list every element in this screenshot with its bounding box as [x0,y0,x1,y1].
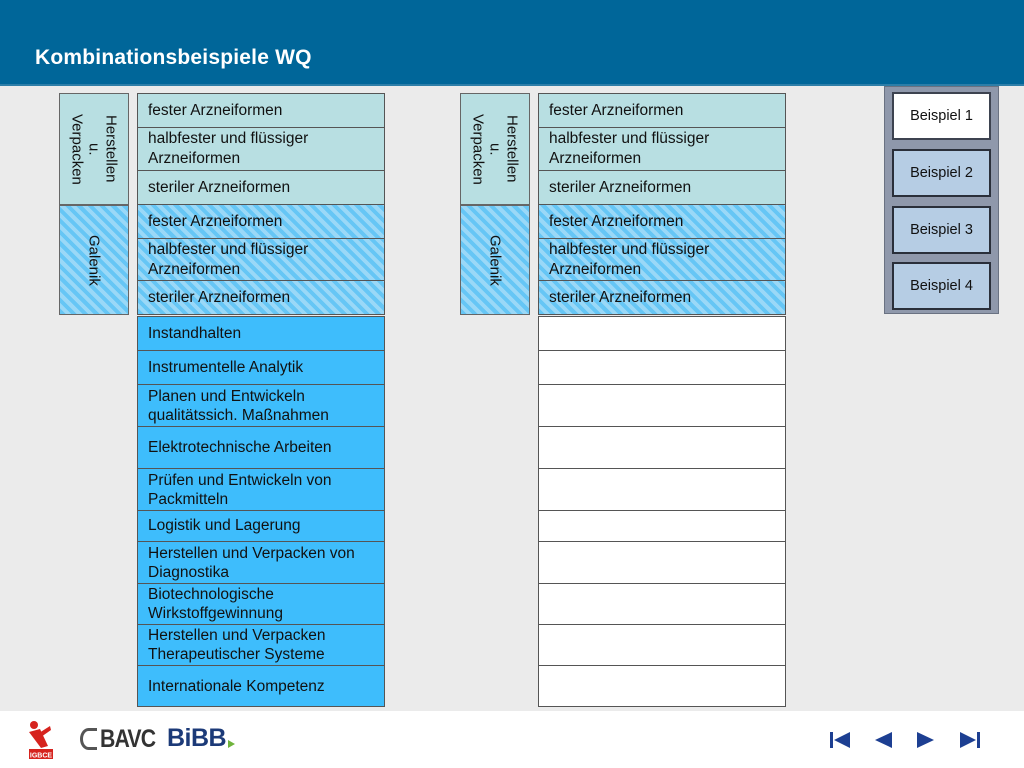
button-label: Beispiel 4 [910,278,973,294]
dgb-logo [26,720,56,760]
example-button-panel [884,86,999,314]
list-item-qualification [137,541,385,584]
list-item-herstellen [538,127,786,171]
list-item-qualification [137,583,385,625]
empty-slot [538,426,786,469]
list-item-herstellen [137,93,385,128]
last-slide-icon[interactable] [956,729,982,751]
empty-slot [538,350,786,385]
cell-text: steriler Arzneiformen [549,288,692,306]
empty-slot [538,583,786,625]
right-column [538,93,786,707]
cell-text: Biotechnologische Wirkstoffgewinnung [148,586,283,622]
cell-text: steriler Arzneiformen [148,288,291,306]
list-item-galenik [137,238,385,281]
list-item-qualification [137,426,385,469]
group-label-galenik-text: Galenik [85,234,103,286]
bibb-logo [167,724,235,753]
group-label-herstellen-text: Herstellen u. Verpacken [68,113,120,185]
bavc-mark-icon [80,728,97,750]
first-slide-icon[interactable] [828,729,854,751]
example-4-button[interactable] [892,262,991,310]
cell-text: Logistik und Lagerung [148,517,301,534]
group-label-galenik-left [59,205,129,315]
cell-text: Herstellen und Verpacken von Diagnostika [148,544,355,581]
example-2-button[interactable] [892,149,991,197]
cell-text: Prüfen und Entwickeln von Packmitteln [148,471,332,508]
list-item-qualification [137,384,385,427]
list-item-herstellen [137,170,385,205]
cell-text: Planen und Entwickeln qualitätssich. Maßnahmen [148,387,329,424]
cell-text: steriler Arzneiformen [549,178,692,196]
list-item-herstellen [538,170,786,205]
list-item-herstellen [538,93,786,128]
cell-text: fester Arzneiformen [148,212,283,230]
empty-slot [538,541,786,584]
bibb-arrow-icon [228,740,235,748]
list-item-qualification [137,468,385,511]
example-3-button[interactable] [892,206,991,254]
list-item-galenik [538,238,786,281]
group-label-galenik-right [460,205,530,315]
page-title: Kombinationsbeispiele WQ [35,46,312,69]
list-item-galenik [137,280,385,315]
cell-text: halbfester und flüssiger Arzneiformen [148,240,309,278]
empty-slot [538,468,786,511]
cell-text: Instandhalten [148,324,242,342]
cell-text: fester Arzneiformen [549,101,684,119]
cell-text: Instrumentelle Analytik [148,358,304,376]
button-label: Beispiel 3 [910,222,973,238]
cell-text: steriler Arzneiformen [148,178,291,196]
list-item-qualification [137,624,385,666]
empty-slot [538,624,786,666]
cell-text: Herstellen und Verpacken Therapeutischer Systeme [148,627,326,663]
cell-text: Elektrotechnische Arbeiten [148,439,332,456]
cell-text: halbfester und flüssiger Arzneiformen [549,130,710,167]
list-item-galenik [137,204,385,239]
list-item-qualification [137,316,385,351]
cell-text: fester Arzneiformen [549,212,684,230]
button-label: Beispiel 1 [910,108,973,124]
cell-text: Internationale Kompetenz [148,677,325,695]
left-column [137,93,385,707]
example-1-button[interactable] [892,92,991,140]
bavc-logo-text: BAVC [100,724,156,753]
previous-slide-icon[interactable] [872,729,898,751]
list-item-qualification [137,350,385,385]
group-label-herstellen-right [460,93,530,205]
header-bar [0,0,1024,86]
group-label-herstellen-text: Herstellen u. Verpacken [469,113,521,185]
next-slide-icon[interactable] [912,729,938,751]
bibb-logo-text: BiBB [167,724,227,752]
empty-slot [538,316,786,351]
empty-slot [538,510,786,542]
cell-text: fester Arzneiformen [148,101,283,119]
bavc-logo [80,724,165,754]
cell-text: halbfester und flüssiger Arzneiformen [148,130,309,167]
list-item-galenik [538,204,786,239]
group-label-herstellen-left [59,93,129,205]
button-label: Beispiel 2 [910,165,973,181]
svg-text:IGBCE: IGBCE [29,752,53,760]
list-item-qualification [137,665,385,707]
cell-text: halbfester und flüssiger Arzneiformen [549,240,710,278]
list-item-qualification [137,510,385,542]
group-label-galenik-text: Galenik [486,234,504,286]
empty-slot [538,384,786,427]
empty-slot [538,665,786,707]
list-item-herstellen [137,127,385,171]
list-item-galenik [538,280,786,315]
